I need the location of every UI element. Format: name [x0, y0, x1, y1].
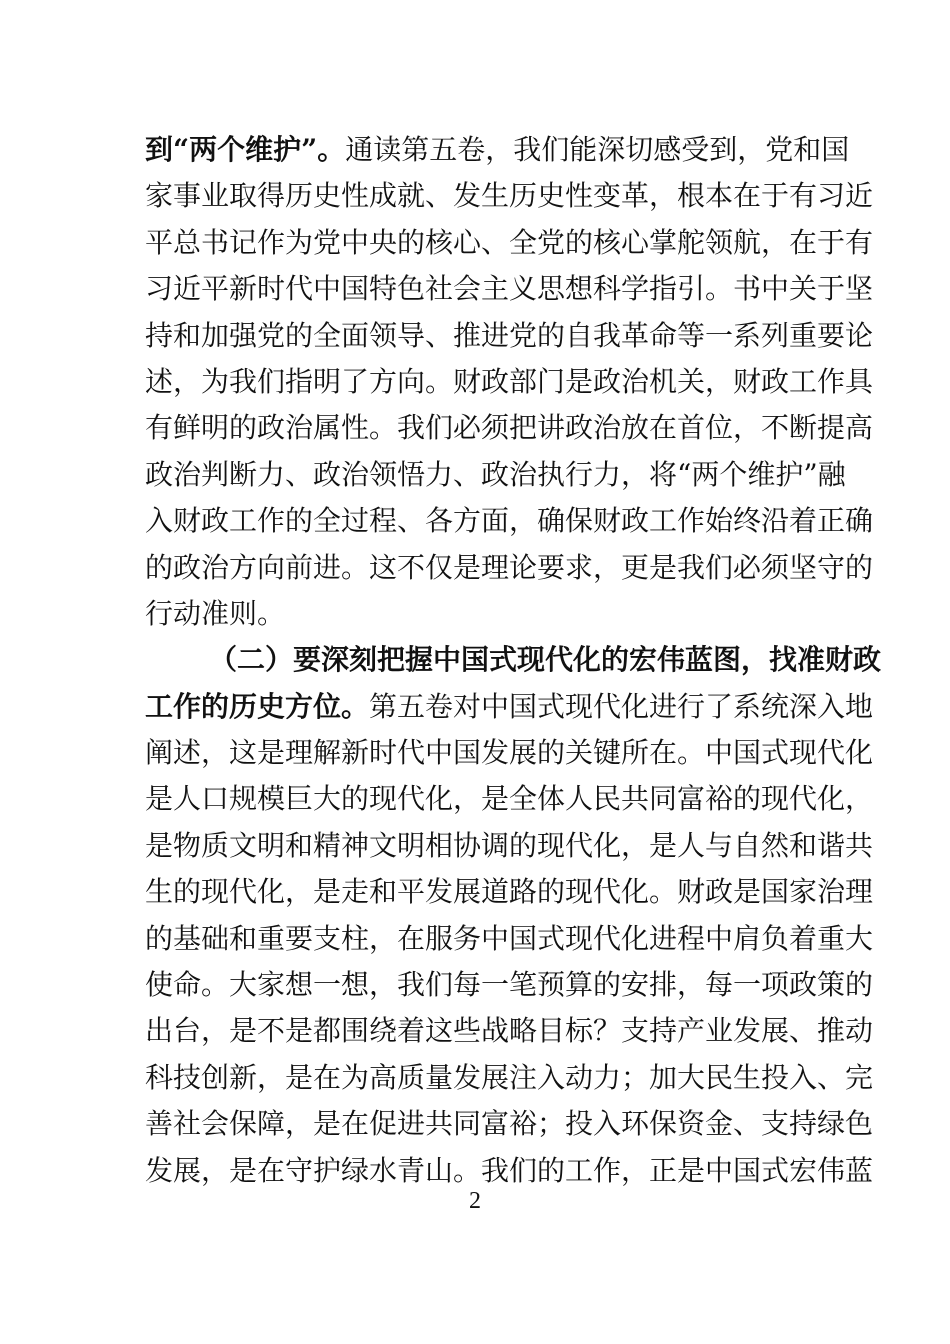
body-text: 使命。大家想一想，我们每一笔预算的安排，每一项政策的	[145, 968, 874, 1002]
bold-text: （二）要深刻把握中国式现代化的宏伟蓝图，找准财政	[209, 643, 882, 677]
text-line	[145, 1008, 874, 1054]
text-line	[145, 173, 874, 219]
text-line	[145, 545, 874, 591]
text-line	[145, 591, 807, 637]
bold-text: 工作的历史方位。	[145, 689, 370, 723]
text-line	[145, 405, 874, 451]
text-line	[145, 1101, 874, 1147]
body-text: 是人口规模巨大的现代化，是全体人民共同富裕的现代化，	[145, 782, 874, 816]
text-line	[145, 684, 874, 730]
text-line	[145, 1055, 874, 1101]
body-text: 通读第五卷，我们能深切感受到，党和国	[345, 133, 850, 166]
body-text: 行动准则。	[145, 596, 286, 630]
body-text: 科技创新，是在为高质量发展注入动力；加大民生投入、完	[145, 1060, 874, 1094]
text-line	[145, 962, 874, 1008]
body-text: 生的现代化，是走和平发展道路的现代化。财政是国家治理	[145, 875, 874, 909]
body-text: 政治判断力、政治领悟力、政治执行力，将“两个维护”融	[145, 457, 846, 491]
text-line	[145, 498, 874, 544]
paragraph	[145, 127, 874, 637]
text-line	[145, 823, 874, 869]
text-line	[145, 637, 882, 683]
body-text: 有鲜明的政治属性。我们必须把讲政治放在首位，不断提高	[145, 411, 874, 445]
text-line	[145, 776, 874, 822]
text-line	[145, 266, 874, 312]
body-text: 持和加强党的全面领导、推进党的自我革命等一系列重要论	[145, 318, 874, 352]
body-text: 习近平新时代中国特色社会主义思想科学指引。书中关于坚	[145, 272, 874, 306]
text-line	[145, 359, 874, 405]
body-text: 的基础和重要支柱，在服务中国式现代化进程中肩负着重大	[145, 921, 874, 955]
body-text: 的政治方向前进。这不仅是理论要求，更是我们必须坚守的	[145, 550, 874, 584]
body-text: 发展，是在守护绿水青山。我们的工作，正是中国式宏伟蓝	[145, 1153, 874, 1187]
text-line	[145, 730, 874, 776]
paragraph	[145, 637, 882, 1194]
body-text: 出台，是不是都围绕着这些战略目标？支持产业发展、推动	[145, 1014, 874, 1048]
body-text: 平总书记作为党中央的核心、全党的核心掌舵领航，在于有	[145, 225, 874, 259]
body-text: 是物质文明和精神文明相协调的现代化，是人与自然和谐共	[145, 828, 874, 862]
document-body	[145, 127, 882, 1194]
body-text: 善社会保障，是在促进共同富裕；投入环保资金、支持绿色	[145, 1107, 874, 1141]
text-line	[145, 452, 846, 498]
text-line	[145, 220, 874, 266]
text-line	[145, 869, 874, 915]
text-line	[145, 313, 874, 359]
bold-text: 到“两个维护”。	[145, 133, 346, 166]
body-text: 第五卷对中国式现代化进行了系统深入地	[369, 689, 874, 723]
text-line	[145, 916, 874, 962]
body-text: 家事业取得历史性成就、发生历史性变革，根本在于有习近	[145, 179, 874, 213]
body-text: 阐述，这是理解新时代中国发展的关键所在。中国式现代化	[145, 736, 874, 770]
body-text: 述，为我们指明了方向。财政部门是政治机关，财政工作具	[145, 364, 874, 398]
body-text: 入财政工作的全过程、各方面，确保财政工作始终沿着正确	[145, 504, 874, 538]
text-line	[145, 127, 850, 173]
page-number: 2	[469, 1188, 481, 1214]
